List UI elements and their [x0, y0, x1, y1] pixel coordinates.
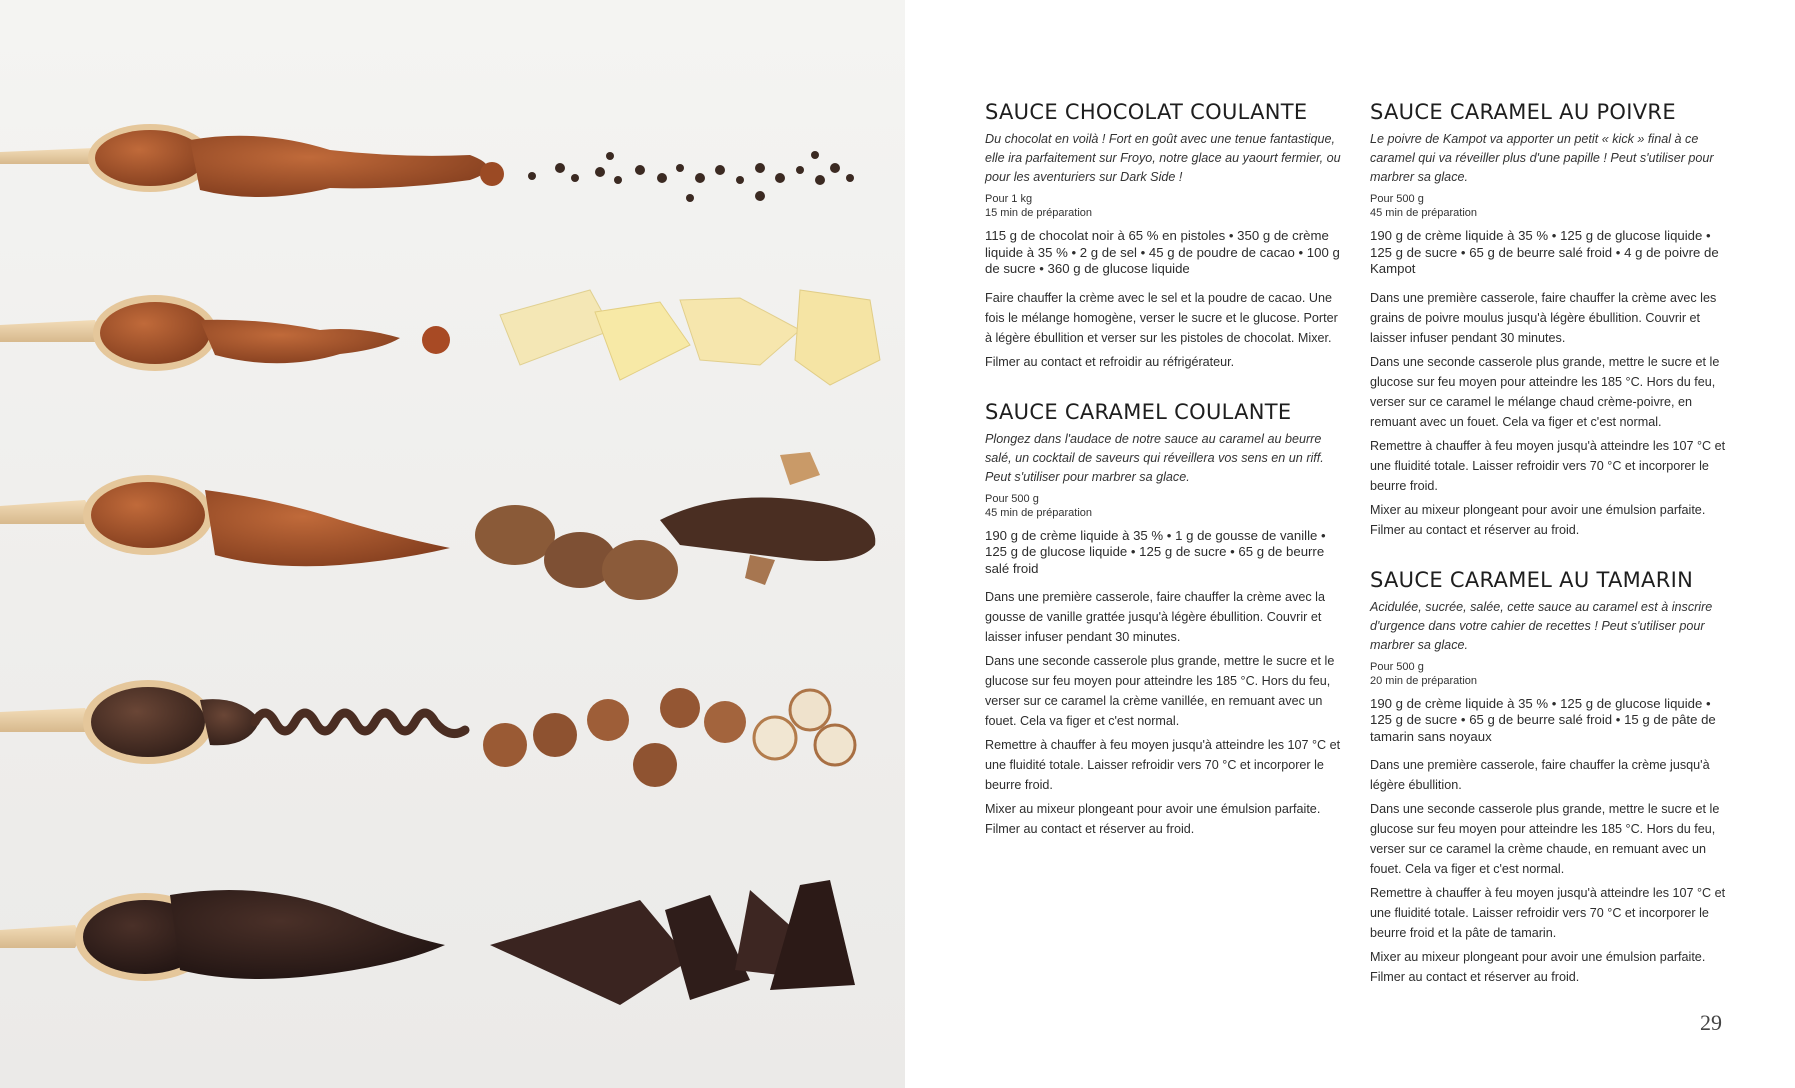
recipe-ingredients: 190 g de crème liquide à 35 % • 1 g de gousse de vanille • 125 g de glucose liquide • 125 g de sucre • 65 g de beurre salé froid: [985, 527, 1326, 576]
recipe-step: Dans une première casserole, faire chauffer la crème avec la gousse de vanille grattée jusqu'à légère ébullition. Couvrir et laisser infuser pendant 30 minutes.: [985, 590, 1325, 644]
recipe-step: Dans une première casserole, faire chauffer la crème jusqu'à légère ébullition.: [1370, 758, 1710, 792]
recipe-step: Remettre à chauffer à feu moyen jusqu'à atteindre les 107 °C et une fluidité totale. Laisser refroidir vers 70 °C et incorporer le beurre froid.: [1370, 438, 1726, 493]
chocolate-icon: [490, 880, 855, 1005]
recipe-sauce-caramel-au-tamarin: [1370, 568, 1730, 988]
recipe-step: Dans une seconde casserole plus grande, mettre le sucre et le glucose sur feu moyen pour atteindre les 185 °C. Hors du feu, verser sur ce caramel le mélange chaud crème-poivre, en remuant avec un fouet. Cela va figer et c'est normal.: [1370, 354, 1720, 429]
recipe-intro: Du chocolat en voilà ! Fort en goût avec une tenue fantastique, elle ira parfaitement sur Froyo, notre glace au yaourt fermier, ou pour les aventuriers sur Dark Side !: [985, 132, 1341, 184]
recipe-prep-time: 15 min de préparation: [985, 207, 1093, 219]
recipe-sauce-caramel-coulante: [985, 400, 1345, 840]
recipe-prep-time: 45 min de préparation: [985, 506, 1093, 519]
sauce-caramel-spoon: [0, 295, 450, 371]
recipe-ingredients: 190 g de crème liquide à 35 % • 125 g de glucose liquide • 125 g de sucre • 65 g de beurre salé froid • 15 g de pâte de tamarin sans noyaux: [1370, 695, 1716, 744]
recipe-title: SAUCE CHOCOLAT COULANTE: [985, 100, 1308, 124]
recipe-step: Dans une seconde casserole plus grande, mettre le sucre et le glucose sur feu moyen pour atteindre les 185 °C. Hors du feu, verser sur ce caramel la crème chaude, en remuant avec un fouet. Cela va figer et c'est normal.: [1370, 802, 1720, 876]
recipe-sauce-chocolat-coulante: [985, 100, 1345, 372]
recipe-step: Remettre à chauffer à feu moyen jusqu'à atteindre les 107 °C et une fluidité totale. Laisser refroidir vers 70 °C et incorporer le beurre froid et la pâte de tamarin.: [1370, 886, 1726, 940]
recipe-intro: Acidulée, sucrée, salée, cette sauce au caramel est à inscrire d'urgence dans votre cahier de recettes ! Peut s'utiliser pour marbrer sa glace.: [1370, 599, 1713, 652]
recipe-prep-time: 20 min de préparation: [1370, 674, 1478, 687]
recipe-step: Dans une seconde casserole plus grande, mettre le sucre et le glucose sur feu moyen pour atteindre les 185 °C. Hors du feu, verser sur ce caramel la crème vanillée, en remuant avec un fouet. Cela va figer et c'est normal.: [985, 654, 1335, 728]
sauce-praline-spoon: [0, 680, 465, 764]
recipe-intro: Le poivre de Kampot va apporter un petit « kick » final à ce caramel qui va réveiller plus d'une papille ! Peut s'utiliser pour marbrer sa glace.: [1370, 132, 1714, 184]
recipe-prep-time: 45 min de préparation: [1370, 207, 1478, 219]
recipe-step: Filmer au contact et refroidir au réfrigérateur.: [985, 354, 1235, 369]
peppercorn-icon: [528, 151, 854, 202]
recipe-ingredients: 190 g de crème liquide à 35 % • 125 g de glucose liquide • 125 g de sucre • 65 g de beurre salé froid • 4 g de poivre de Kampot: [1370, 228, 1719, 276]
recipe-step: Mixer au mixeur plongeant pour avoir une émulsion parfaite. Filmer au contact et réserver au froid.: [1370, 950, 1706, 984]
recipe-title: SAUCE CARAMEL COULANTE: [985, 399, 1292, 424]
recipe-title: SAUCE CARAMEL AU TAMARIN: [1370, 567, 1694, 592]
butter-icon: [500, 290, 880, 385]
page-number: 29: [1700, 1010, 1722, 1035]
recipe-step: Faire chauffer la crème avec le sel et la poudre de cacao. Une fois le mélange homogène, verser le sucre et le glucose. Porter à légère ébullition et verser sur les pistoles de chocolat. Mixer.: [985, 290, 1338, 345]
tamarind-icon: [475, 452, 875, 600]
left-text-column: [985, 100, 1345, 867]
sauce-caramel-tamarin-spoon: [0, 475, 450, 566]
hazelnut-icon: [483, 688, 855, 787]
recipe-sauce-caramel-au-poivre: [1370, 100, 1730, 540]
recipe-step: Dans une première casserole, faire chauffer la crème avec les grains de poivre moulus jusqu'à légère ébullition. Couvrir et laisser infuser pendant 30 minutes.: [1370, 290, 1717, 345]
recipe-step: Mixer au mixeur plongeant pour avoir une émulsion parfaite. Filmer au contact et réserver au froid.: [985, 802, 1321, 836]
recipe-step: Remettre à chauffer à feu moyen jusqu'à atteindre les 107 °C et une fluidité totale. Laisser refroidir vers 70 °C et incorporer le beurre froid.: [985, 738, 1341, 792]
recipe-title: SAUCE CARAMEL AU POIVRE: [1370, 100, 1676, 124]
sauce-chocolat-spoon: [0, 890, 445, 981]
recipe-yield: Pour 500 g: [1370, 193, 1424, 205]
recipe-step: Mixer au mixeur plongeant pour avoir une émulsion parfaite. Filmer au contact et réserver au froid.: [1370, 502, 1706, 537]
recipe-yield: Pour 500 g: [1370, 660, 1424, 673]
recipe-yield: Pour 500 g: [985, 492, 1039, 505]
sauce-chocolat-coulante-spoon: [0, 124, 504, 197]
right-text-column: [1370, 100, 1730, 1015]
recipe-yield: Pour 1 kg: [985, 193, 1033, 205]
recipe-intro: Plongez dans l'audace de notre sauce au caramel au beurre salé, un cocktail de saveurs qui réveillera vos sens en un riff. Peut s'utiliser pour marbrer sa glace.: [985, 431, 1324, 484]
recipe-ingredients: 115 g de chocolat noir à 65 % en pistoles • 350 g de crème liquide à 35 % • 2 g de sel • 45 g de poudre de cacao • 100 g de sucre • 360 g de glucose liquide: [985, 228, 1340, 276]
